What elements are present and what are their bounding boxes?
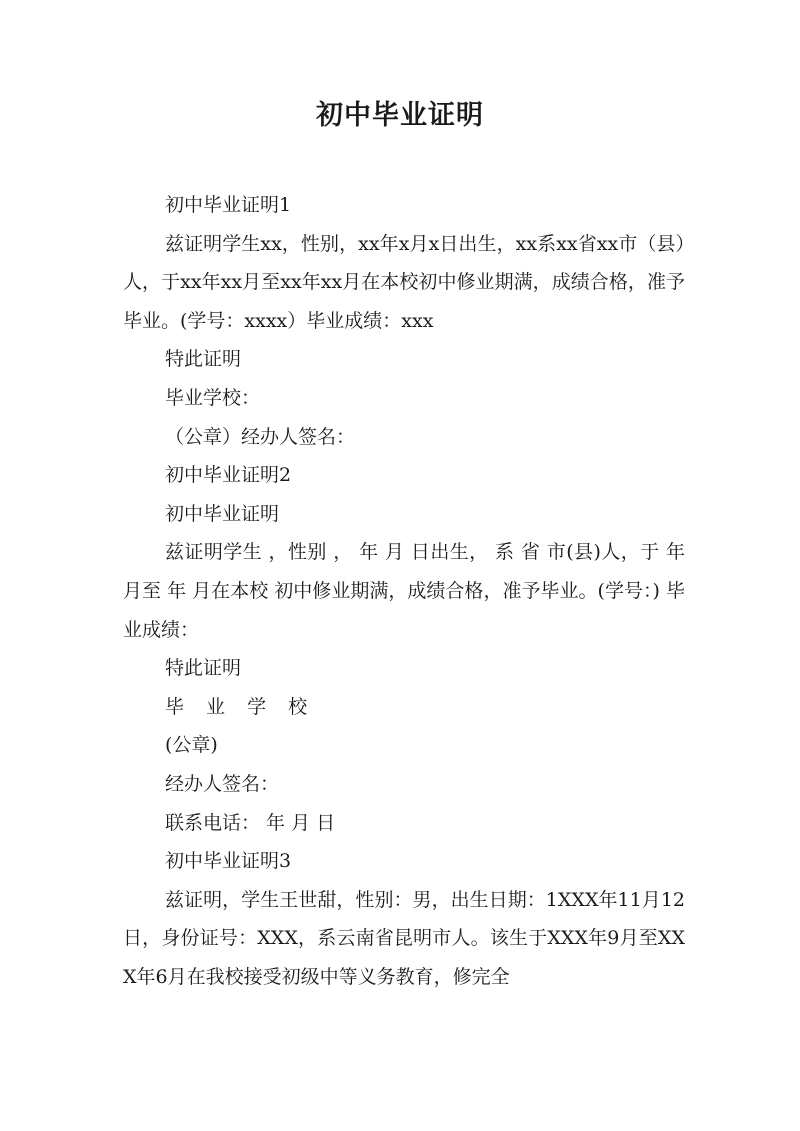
seal-signature-line: （公章）经办人签名：: [165, 425, 356, 448]
body-paragraph: 兹证明学生xx，性别，xx年x月x日出生，xx系xx省xx市（县）人，于xx年xx月至xx年xx月在本校初中修业期满，成绩合格，准予毕业。(学号：xxxx）毕业成绩：xxx: [123, 232, 685, 332]
body-paragraph: 兹证明学生 ，性别 ， 年 月 日出生， 系 省 市(县)人，于 年 月至 年 月在本校 初中修业期满，成绩合格，准予毕业。(学号：) 毕业成绩：: [123, 541, 692, 641]
signature-line: 经办人签名：: [165, 772, 280, 795]
closing-line: 特此证明: [165, 348, 242, 371]
sub-heading: 初中毕业证明: [165, 502, 280, 525]
document-body: [123, 186, 692, 996]
section-heading-1: 初中毕业证明1: [165, 194, 292, 216]
body-paragraph: 兹证明，学生王世甜，性别：男，出生日期：1XXX年11月12日，身份证号：XXX，系云南省昆明市人。该生于XXX年9月至XXX年6月在我校接受初级中等义务教育，修完全: [123, 888, 685, 988]
section-heading-2: 初中毕业证明2: [165, 464, 292, 487]
school-line: 毕业学校：: [165, 386, 261, 409]
document-title: 初中毕业证明: [316, 100, 484, 131]
school-line: 毕 业 学 校: [165, 695, 316, 718]
closing-line: 特此证明: [165, 657, 242, 680]
section-heading-3: 初中毕业证明3: [165, 850, 292, 873]
contact-date-line: 联系电话： 年 月 日: [165, 811, 336, 834]
seal-line: (公章): [165, 734, 218, 757]
